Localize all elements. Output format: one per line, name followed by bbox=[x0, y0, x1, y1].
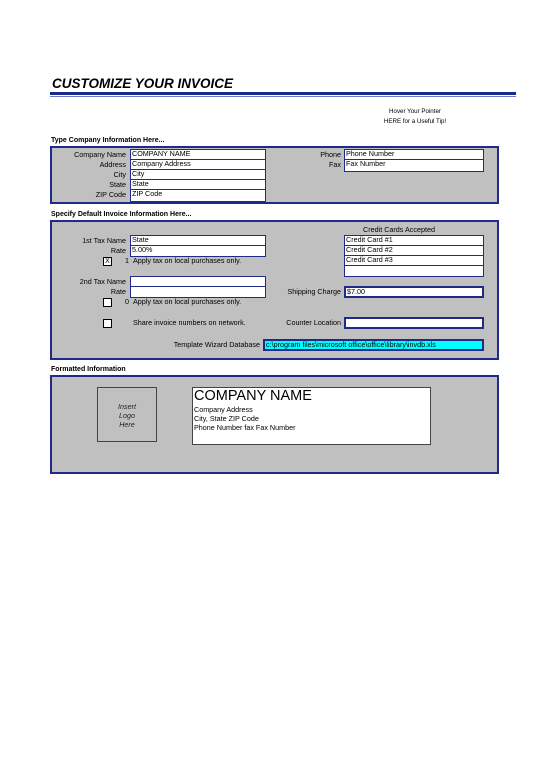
preview-company-name: COMPANY NAME bbox=[194, 388, 312, 404]
phone-label: Phone bbox=[320, 150, 341, 159]
formatted-section-heading: Formatted Information bbox=[51, 366, 126, 373]
company-section-heading: Type Company Information Here... bbox=[51, 137, 165, 144]
tax2-name-label: 2nd Tax Name bbox=[79, 277, 126, 286]
state-label: State bbox=[109, 180, 126, 189]
counter-location-label: Counter Location bbox=[286, 318, 341, 327]
phone-field[interactable]: Phone Number bbox=[345, 150, 483, 160]
city-field[interactable]: City bbox=[131, 170, 265, 180]
page-title: CUSTOMIZE YOUR INVOICE bbox=[52, 76, 234, 91]
tax1-checkbox-value: 1 bbox=[125, 256, 129, 265]
tax2-local-checkbox[interactable] bbox=[103, 298, 112, 307]
logo-line-1: Insert bbox=[118, 402, 136, 411]
preview-phone-fax: Phone Number fax Fax Number bbox=[194, 423, 296, 432]
logo-line-2: Logo bbox=[119, 411, 135, 420]
address-label: Address bbox=[99, 160, 126, 169]
share-network-checkbox[interactable] bbox=[103, 319, 112, 328]
preview-address: Company Address bbox=[194, 405, 253, 414]
credit-card-4-field[interactable] bbox=[345, 266, 483, 276]
template-db-field[interactable]: c:\program files\microsoft office\office\library\invdb.xls bbox=[263, 339, 484, 351]
fax-field[interactable]: Fax Number bbox=[345, 160, 483, 171]
shipping-field[interactable]: $7.00 bbox=[344, 286, 484, 298]
tax2-rate-label: Rate bbox=[110, 287, 126, 296]
counter-location-field[interactable] bbox=[344, 317, 484, 329]
tax2-local-label: Apply tax on local purchases only. bbox=[133, 297, 242, 306]
template-db-label: Template Wizard Database bbox=[173, 340, 260, 349]
title-rule-thin bbox=[50, 96, 516, 97]
zip-field[interactable]: ZIP Code bbox=[131, 190, 265, 201]
tax2-name-field[interactable] bbox=[131, 277, 265, 287]
tax2-checkbox-value: 0 bbox=[125, 297, 129, 306]
fax-label: Fax bbox=[329, 160, 341, 169]
city-label: City bbox=[113, 170, 126, 179]
zip-label: ZIP Code bbox=[95, 190, 126, 199]
preview-city-state-zip: City, State ZIP Code bbox=[194, 414, 259, 423]
tax1-name-label: 1st Tax Name bbox=[82, 236, 126, 245]
insert-logo-placeholder[interactable] bbox=[97, 387, 157, 442]
credit-card-1-field[interactable]: Credit Card #1 bbox=[345, 236, 483, 246]
tax2-rate-field[interactable] bbox=[131, 287, 265, 297]
tax1-local-checkbox[interactable]: X bbox=[103, 257, 112, 266]
shipping-label: Shipping Charge bbox=[287, 287, 341, 296]
address-field[interactable]: Company Address bbox=[131, 160, 265, 170]
credit-card-3-field[interactable]: Credit Card #3 bbox=[345, 256, 483, 266]
invoice-section-heading: Specify Default Invoice Information Here... bbox=[51, 211, 192, 218]
state-field[interactable]: State bbox=[131, 180, 265, 190]
credit-card-2-field[interactable]: Credit Card #2 bbox=[345, 246, 483, 256]
tax1-local-label: Apply tax on local purchases only. bbox=[133, 256, 242, 265]
company-name-label: Company Name bbox=[74, 150, 126, 159]
tip-line-2[interactable]: HERE for a Useful Tip! bbox=[383, 118, 447, 125]
company-name-field[interactable]: COMPANY NAME bbox=[131, 150, 265, 160]
title-rule bbox=[50, 92, 516, 95]
credit-cards-heading: Credit Cards Accepted bbox=[363, 225, 435, 234]
share-network-label: Share invoice numbers on network. bbox=[133, 318, 246, 327]
logo-line-3: Here bbox=[119, 420, 135, 429]
tax1-rate-field[interactable]: 5.00% bbox=[131, 246, 265, 256]
tax1-name-field[interactable]: State bbox=[131, 236, 265, 246]
tax1-rate-label: Rate bbox=[110, 246, 126, 255]
tip-line-1[interactable]: Hover Your Pointer bbox=[389, 108, 441, 115]
